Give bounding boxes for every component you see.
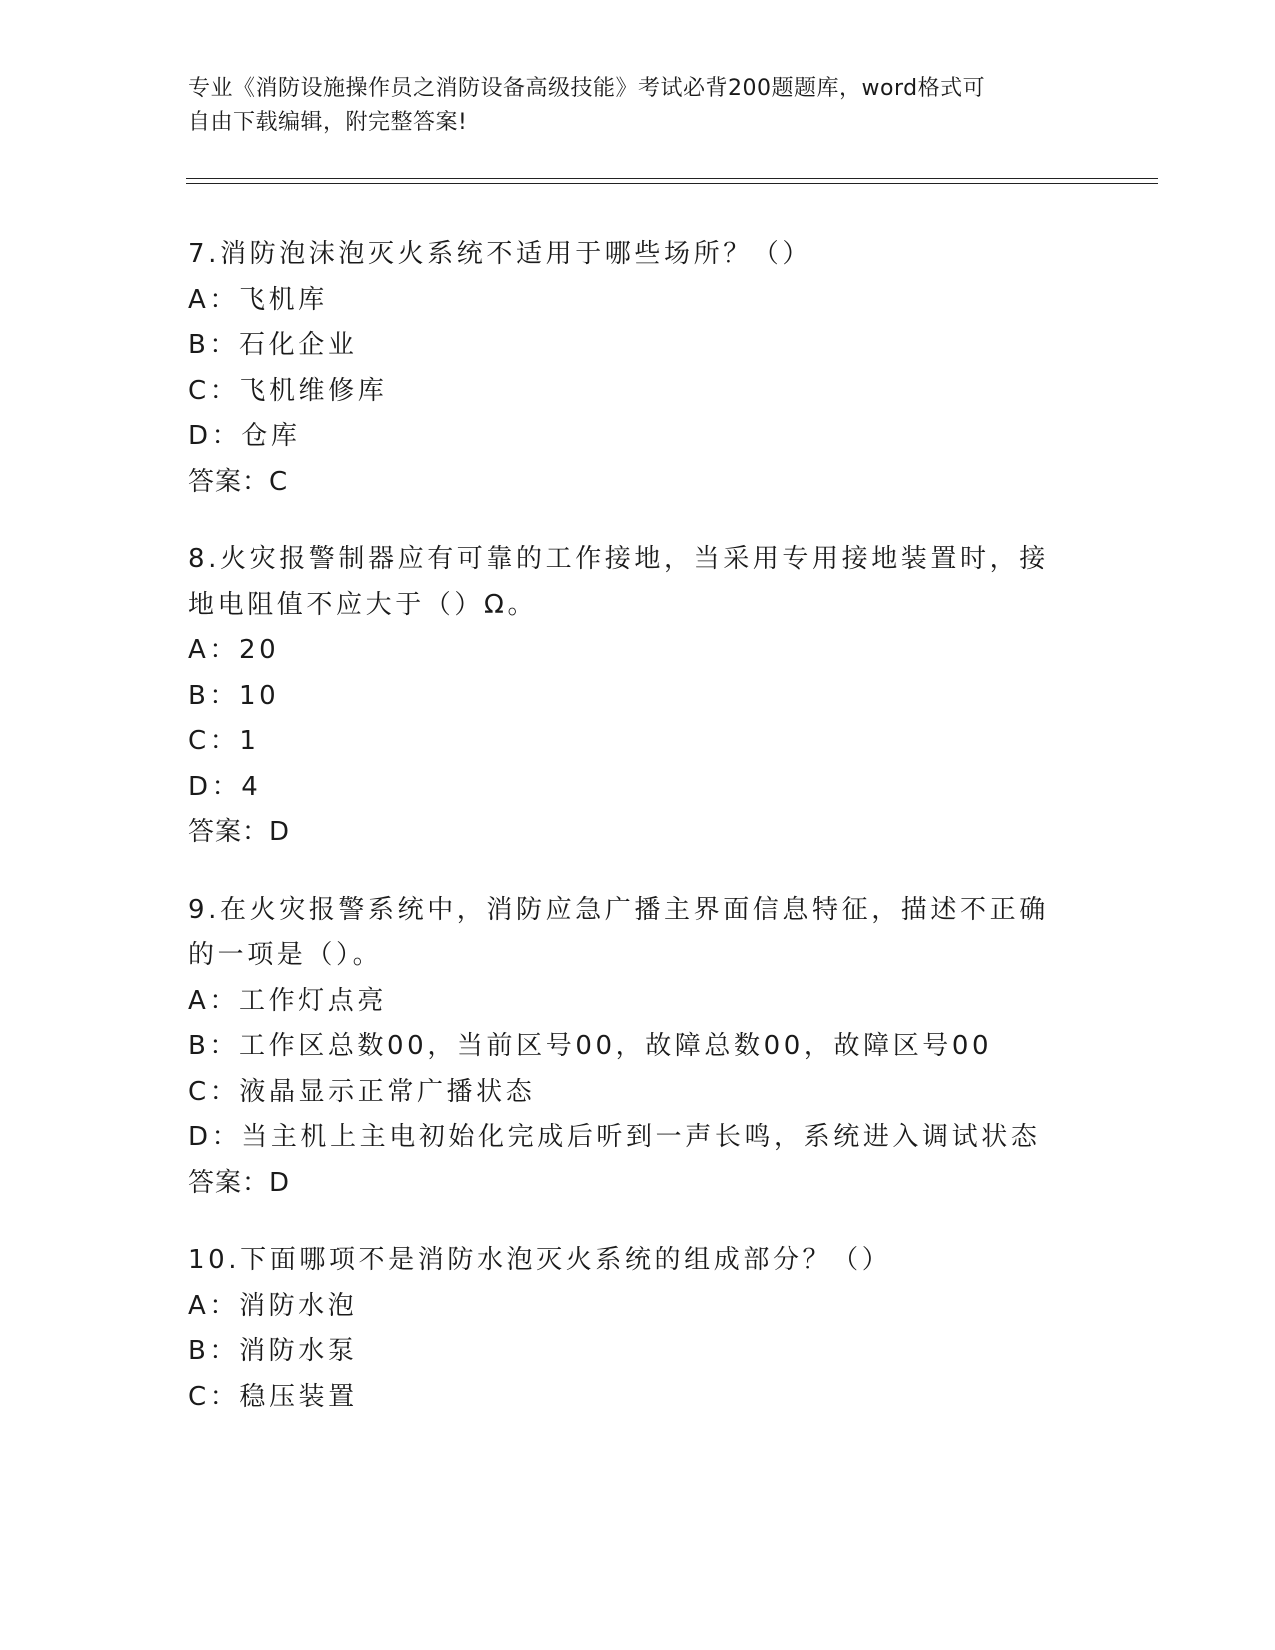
- option-a: A：消防水泡: [188, 1290, 358, 1321]
- question-9: [188, 888, 1088, 1207]
- question-10: [188, 1238, 1088, 1420]
- question-8: [188, 537, 1088, 856]
- document-header: [188, 72, 1088, 140]
- question-list: [188, 232, 1088, 1452]
- option-d: D：当主机上主电初始化完成后听到一声长鸣，系统进入调试状态: [188, 1122, 1041, 1152]
- question-7: [188, 232, 1088, 505]
- option-c: C：液晶显示正常广播状态: [188, 1076, 536, 1107]
- option-b: B：工作区总数00，当前区号00，故障总数00，故障区号00: [188, 1031, 993, 1061]
- option-a: A：工作灯点亮: [188, 985, 387, 1016]
- question-stem: 7.消防泡沫泡灭火系统不适用于哪些场所？（）: [188, 239, 813, 269]
- question-stem: 10.下面哪项不是消防水泡灭火系统的组成部分？（）: [188, 1245, 892, 1275]
- option-c: C：1: [188, 726, 260, 756]
- option-a: A：飞机库: [188, 284, 328, 315]
- option-a: A：20: [188, 635, 280, 665]
- option-b: B：消防水泵: [188, 1336, 358, 1366]
- option-c: C：飞机维修库: [188, 375, 388, 406]
- answer: 答案：D: [188, 1167, 291, 1198]
- header-divider-top: [186, 178, 1158, 179]
- header-line-2: 自由下载编辑，附完整答案!: [188, 110, 468, 135]
- answer: 答案：D: [188, 817, 291, 847]
- answer: 答案：C: [188, 466, 289, 497]
- question-stem: 8.火灾报警制器应有可靠的工作接地，当采用专用接地装置时，接地电阻值不应大于（）Ω。: [188, 544, 1049, 620]
- option-d: D：仓库: [188, 421, 301, 451]
- option-d: D：4: [188, 771, 262, 802]
- question-stem: 9.在火灾报警系统中，消防应急广播主界面信息特征，描述不正确的一项是（）。: [188, 894, 1049, 970]
- header-divider-bottom: [186, 183, 1158, 184]
- option-b: B：10: [188, 680, 280, 711]
- header-line-1: 专业《消防设施操作员之消防设备高级技能》考试必背200题题库，word格式可: [188, 76, 986, 101]
- option-c: C：稳压装置: [188, 1381, 358, 1412]
- option-b: B：石化企业: [188, 330, 358, 360]
